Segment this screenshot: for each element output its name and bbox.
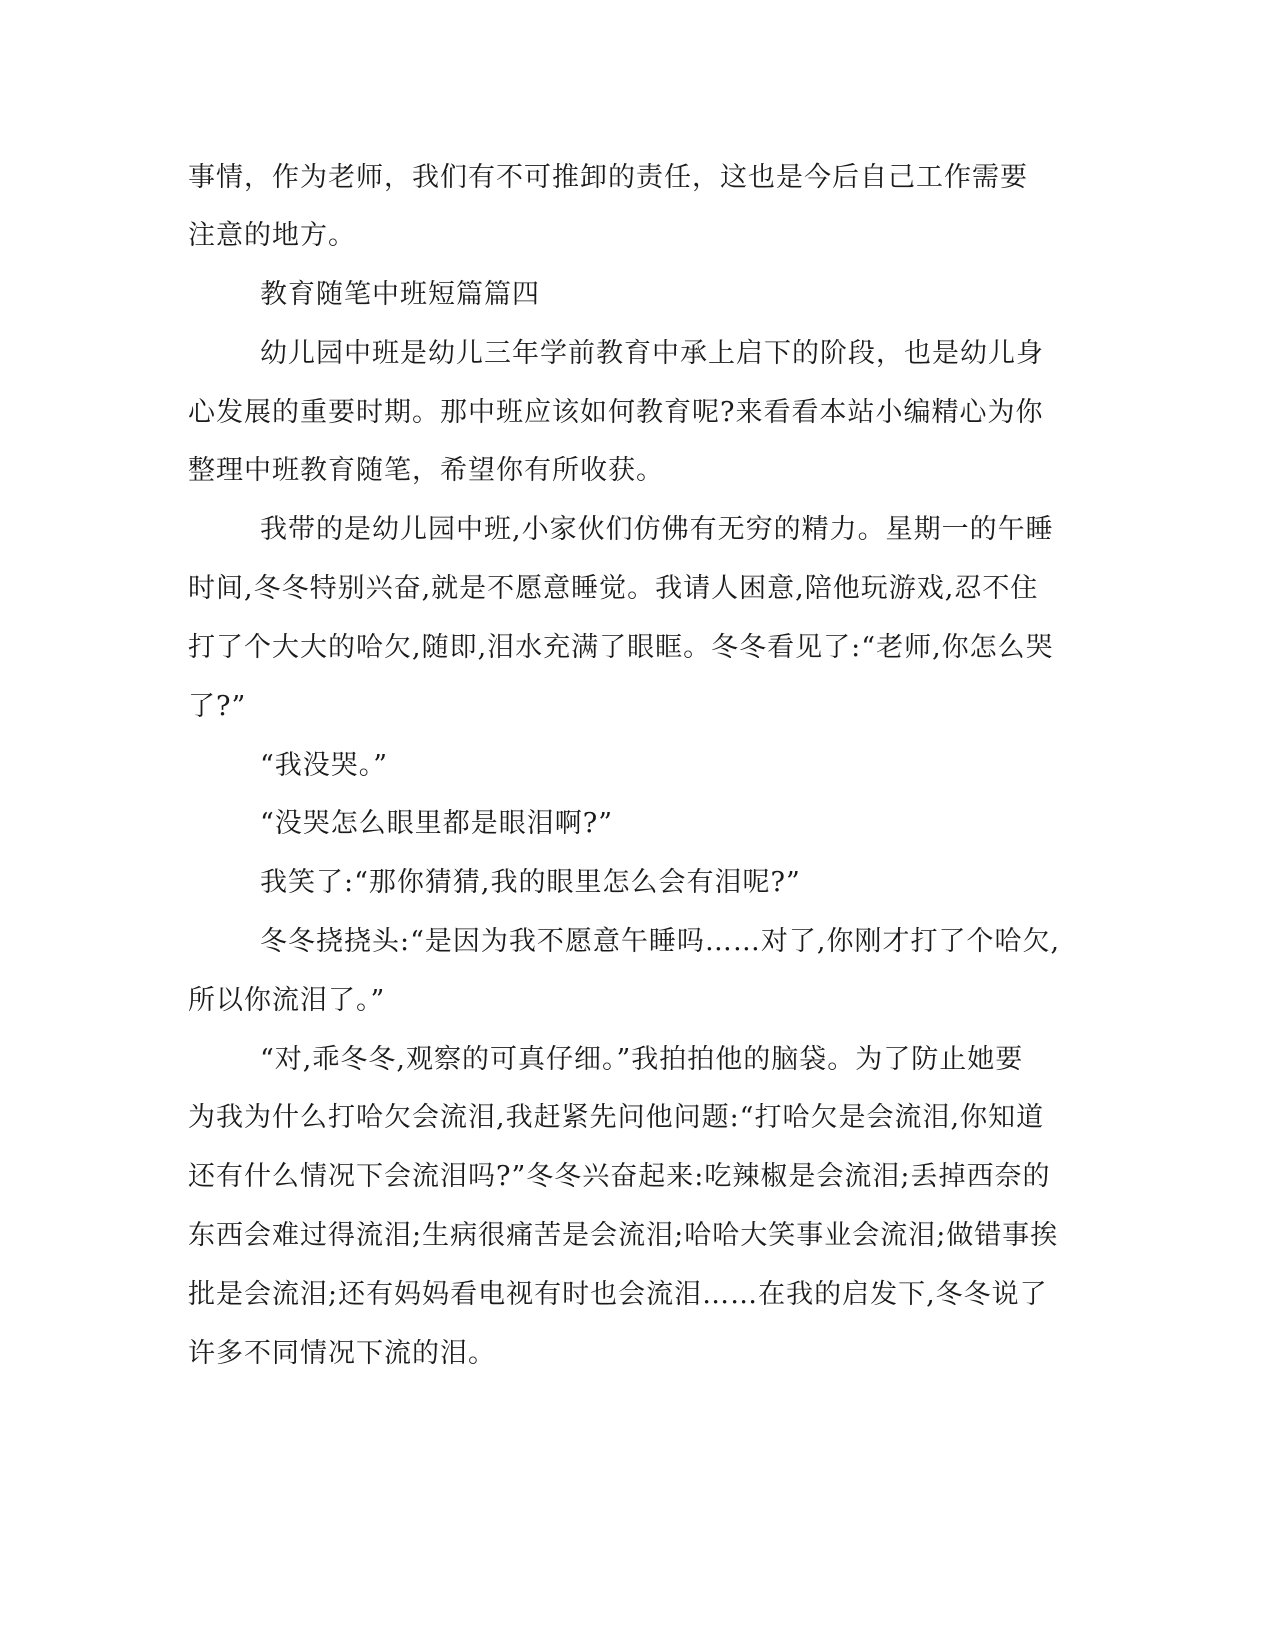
text-line: 所以你流泪了。” (188, 985, 386, 1016)
text-line: 冬冬挠挠头:“是因为我不愿意午睡吗……对了,你刚才打了个哈欠, (260, 926, 1061, 957)
text-line: “没哭怎么眼里都是眼泪啊?” (260, 808, 614, 839)
text-line: 我带的是幼儿园中班,小家伙们仿佛有无穷的精力。星期一的午睡 (260, 514, 1054, 545)
text-line: 我笑了:“那你猜猜,我的眼里怎么会有泪呢?” (260, 867, 801, 898)
section-heading: 教育随笔中班短篇篇四 (260, 279, 540, 310)
text-line: 心发展的重要时期。那中班应该如何教育呢?来看看本站小编精心为你 (188, 397, 1044, 428)
text-line: 打了个大大的哈欠,随即,泪水充满了眼眶。冬冬看见了:“老师,你怎么哭 (188, 632, 1054, 663)
text-line: 东西会难过得流泪;生病很痛苦是会流泪;哈哈大笑事业会流泪;做错事挨 (188, 1220, 1059, 1251)
text-line: 注意的地方。 (188, 220, 356, 251)
text-line: 许多不同情况下流的泪。 (188, 1338, 496, 1369)
text-line: 幼儿园中班是幼儿三年学前教育中承上启下的阶段，也是幼儿身 (260, 338, 1044, 369)
text-line: 事情，作为老师，我们有不可推卸的责任，这也是今后自己工作需要 (188, 162, 1028, 193)
text-line: 时间,冬冬特别兴奋,就是不愿意睡觉。我请人困意,陪他玩游戏,忍不住 (188, 573, 1039, 604)
text-line: 整理中班教育随笔，希望你有所收获。 (188, 455, 664, 486)
text-line: “对,乖冬冬,观察的可真仔细。”我拍拍他的脑袋。为了防止她要 (260, 1044, 1024, 1075)
text-line: “我没哭。” (260, 750, 389, 781)
text-line: 还有什么情况下会流泪吗?”冬冬兴奋起来:吃辣椒是会流泪;丢掉西奈的 (188, 1161, 1051, 1192)
text-line: 批是会流泪;还有妈妈看电视有时也会流泪……在我的启发下,冬冬说了 (188, 1279, 1048, 1310)
text-line: 为我为什么打哈欠会流泪,我赶紧先问他问题:“打哈欠是会流泪,你知道 (188, 1102, 1045, 1133)
text-line: 了?” (188, 691, 247, 722)
